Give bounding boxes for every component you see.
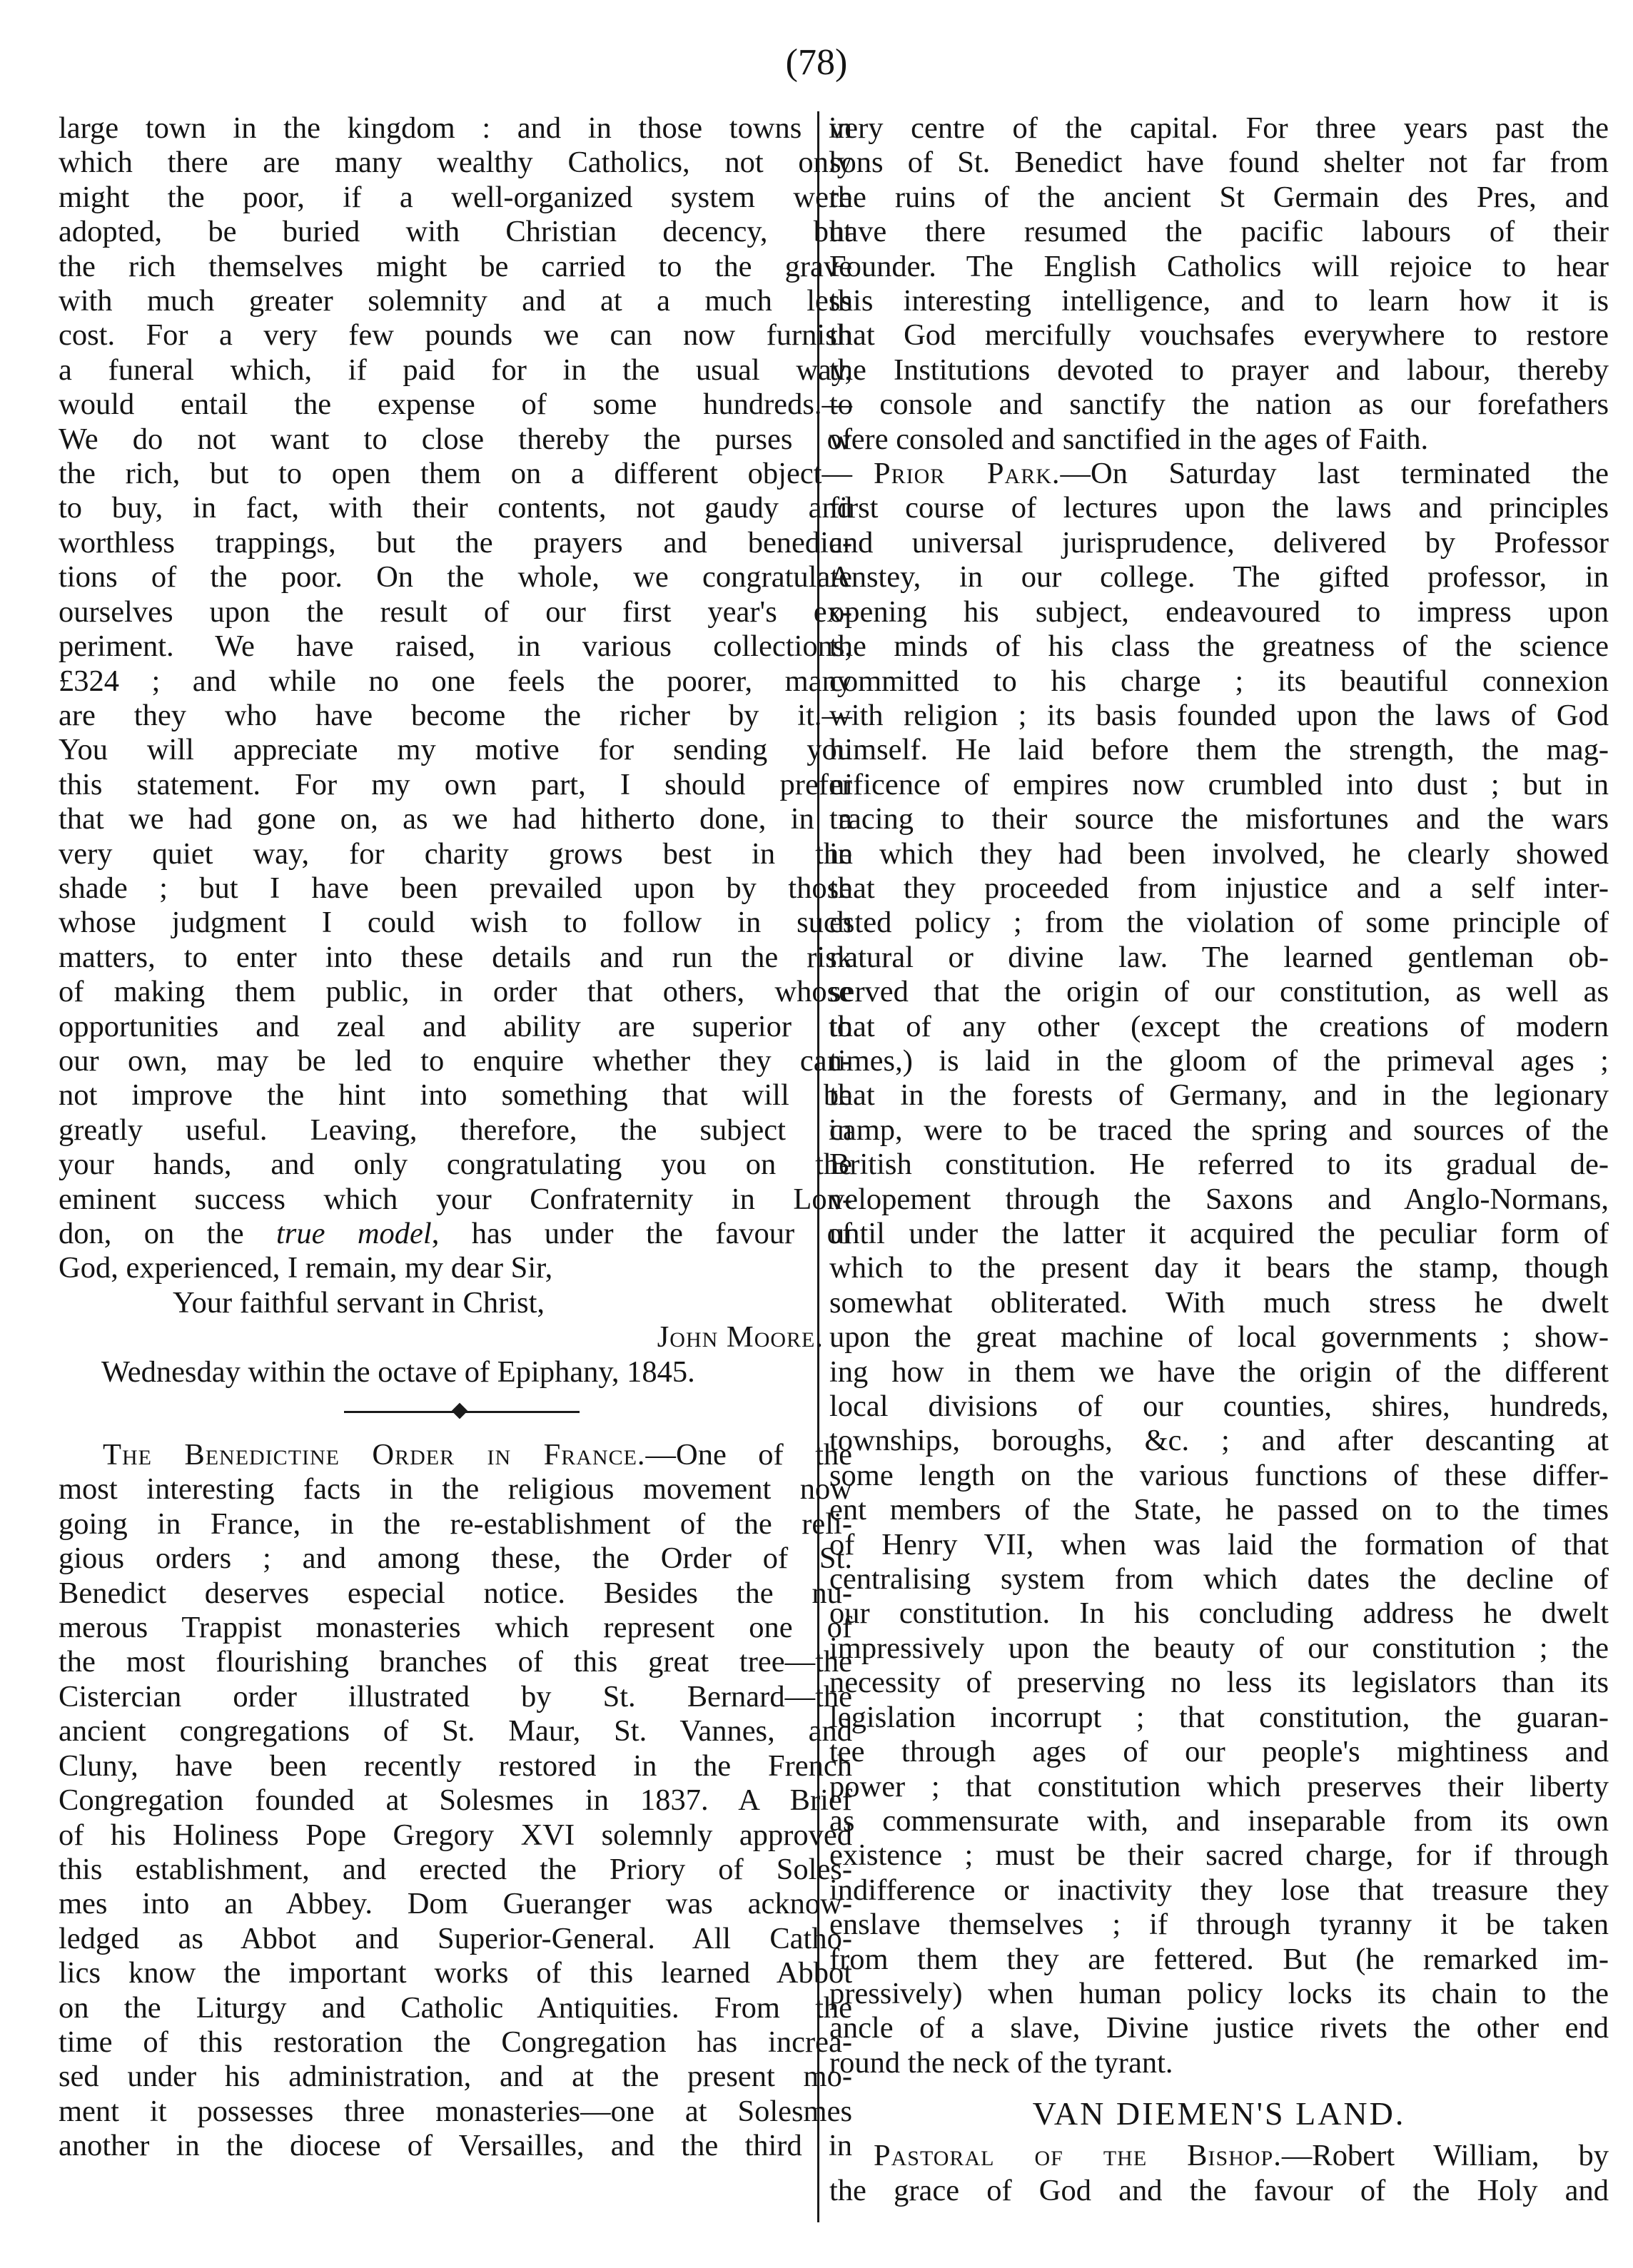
text-line: that they proceeded from injustice and a self inter- (829, 871, 1609, 905)
text-line: upon the great machine of local governments ; show- (829, 1320, 1609, 1355)
text-line: velopement through the Saxons and Anglo-Normans, (829, 1182, 1609, 1216)
text-line: opportunities and zeal and ability are superior to (59, 1009, 852, 1043)
text-fragment: —On Saturday last terminated the (1060, 457, 1609, 491)
benedictine-body (59, 1472, 852, 2163)
text-line: ancient congregations of St. Maur, St. Vannes, and (59, 1714, 852, 1748)
separator-diamond-icon (452, 1403, 468, 1419)
text-line: to buy, in fact, with their contents, not gaudy and (59, 491, 852, 525)
text-line: not improve the hint into something that will be (59, 1078, 852, 1113)
italic-phrase: true model (276, 1217, 432, 1250)
text-line: townships, boroughs, &c. ; and after descanting at (829, 1424, 1609, 1458)
text-line: with religion ; its basis founded upon the laws of God (829, 698, 1609, 732)
text-fragment: don, on the (59, 1217, 276, 1250)
benedictine-continued (829, 111, 1609, 457)
text-line: local divisions of our counties, shires, hundreds, (829, 1389, 1609, 1424)
text-line: matters, to enter into these details and run the risk (59, 940, 852, 974)
text-line: that in the forests of Germany, and in the legionary (829, 1078, 1609, 1113)
text-line: periment. We have raised, in various collections, (59, 629, 852, 664)
text-line: committed to his charge ; its beautiful connexion (829, 664, 1609, 698)
text-line: this establishment, and erected the Priory of Soles- (59, 1852, 852, 1886)
text-line: whose judgment I could wish to follow in such (59, 906, 852, 940)
text-line: the most flourishing branches of this great tree—the (59, 1645, 852, 1679)
text-line: eminent success which your Confraternity in Lon- (59, 1182, 852, 1216)
text-line: ment it possesses three monasteries—one at Solesmes (59, 2094, 852, 2128)
text-fragment: —Robert William, by (1281, 2139, 1609, 2173)
text-line: of his Holiness Pope Gregory XVI solemnly approved (59, 1818, 852, 1852)
article-heading-pastoral: Pastoral of the Bishop. (874, 2139, 1282, 2173)
text-line: are they who have become the richer by it.— (59, 698, 852, 732)
pastoral-body (829, 2174, 1609, 2208)
text-line: merous Trappist monasteries which represent one of (59, 1611, 852, 1645)
pastoral-first-line (829, 2139, 1609, 2173)
text-line: that we had gone on, as we had hitherto done, in a (59, 802, 852, 836)
text-line: our constitution. In his concluding address he dwelt (829, 1596, 1609, 1631)
text-line: gious orders ; and among these, the Order of St. (59, 1541, 852, 1576)
text-line: impressively upon the beauty of our constitution ; the (829, 1631, 1609, 1665)
text-line: We do not want to close thereby the purses of (59, 422, 852, 456)
text-line: with much greater solemnity and at a much less (59, 284, 852, 318)
text-line: greatly useful. Leaving, therefore, the subject in (59, 1113, 852, 1147)
text-line: tions of the poor. On the whole, we congratulate (59, 560, 852, 594)
benedictine-first-line (59, 1438, 852, 1472)
text-line: enslave themselves ; if through tyranny it be taken (829, 1908, 1609, 1942)
text-line: nificence of empires now crumbled into dust ; but in (829, 767, 1609, 801)
text-line: tee through ages of our people's mightiness and (829, 1735, 1609, 1769)
text-line: necessity of preserving no less its legislators than its (829, 1666, 1609, 1700)
text-line: a funeral which, if paid for in the usual way, (59, 353, 852, 387)
text-line: the rich, but to open them on a different object— (59, 457, 852, 491)
text-line: lics know the important works of this learned Abbot (59, 1956, 852, 1990)
text-line: ested policy ; from the violation of some principle of (829, 906, 1609, 940)
letter-line-true-model (59, 1217, 852, 1251)
text-line: and universal jurisprudence, delivered by Professor (829, 525, 1609, 560)
letter-body (59, 111, 852, 1217)
text-line: on the Liturgy and Catholic Antiquities. From the (59, 1990, 852, 2025)
text-line: in which they had been involved, he clearly showed (829, 836, 1609, 871)
text-line: himself. He laid before them the strength, the mag- (829, 733, 1609, 767)
text-line: some length on the various functions of these differ- (829, 1458, 1609, 1492)
text-line: our own, may be led to enquire whether they can- (59, 1043, 852, 1078)
text-line: going in France, in the re-establishment of the reli- (59, 1507, 852, 1541)
text-line: round the neck of the tyrant. (829, 2045, 1173, 2080)
article-heading-prior-park: Prior Park. (874, 457, 1061, 491)
text-line: indifference or inactivity they lose that treasure they (829, 1873, 1609, 1907)
text-line: worthless trappings, but the prayers and benedic- (59, 525, 852, 560)
text-fragment: —One of the (645, 1438, 852, 1472)
text-fragment: , has under the favour of (431, 1217, 853, 1250)
text-line: large town in the kingdom : and in those towns in (59, 111, 852, 145)
text-line: Founder. The English Catholics will rejoice to hear (829, 249, 1609, 283)
text-line: until under the latter it acquired the peculiar form of (829, 1217, 1609, 1250)
text-line: very quiet way, for charity grows best in the (59, 836, 852, 871)
text-line: from them they are fettered. But (he remarked im- (829, 1942, 1609, 1976)
text-line: adopted, be buried with Christian decency, but (59, 215, 852, 249)
left-column (59, 111, 852, 2164)
text-line: legislation incorrupt ; that constitution, the guaran- (829, 1700, 1609, 1734)
text-line: ent members of the State, he passed on to the times (829, 1493, 1609, 1527)
letter-signature: John Moore. (657, 1320, 824, 1355)
section-heading-van-diemens-land: VAN DIEMEN'S LAND. (1032, 2095, 1406, 2132)
text-line: cost. For a very few pounds we can now furnish (59, 318, 852, 353)
text-line: were consoled and sanctified in the ages of Faith. (829, 422, 1429, 456)
text-line: sons of St. Benedict have found shelter not far from (829, 146, 1609, 180)
text-line: this interesting intelligence, and to learn how it is (829, 284, 1609, 318)
text-line: another in the diocese of Versailles, and the third in (59, 2129, 852, 2163)
text-line: Cistercian order illustrated by St. Bernard—the (59, 1679, 852, 1713)
text-line: the minds of his class the greatness of the science (829, 629, 1609, 664)
page-number: (78) (785, 42, 848, 83)
text-line: existence ; must be their sacred charge, for if through (829, 1838, 1609, 1873)
text-line: power ; that constitution which preserves their liberty (829, 1769, 1609, 1803)
prior-park-body (829, 491, 1609, 2080)
text-line: served that the origin of our constitution, as well as (829, 975, 1609, 1009)
text-line: sed under his administration, and at the present mo- (59, 2060, 852, 2094)
right-column (829, 111, 1609, 2208)
text-line: of making them public, in order that others, whose (59, 975, 852, 1009)
text-line: British constitution. He referred to its gradual de- (829, 1148, 1609, 1182)
letter-closing: God, experienced, I remain, my dear Sir, (59, 1251, 553, 1285)
text-line: of Henry VII, when was laid the formation of that (829, 1527, 1609, 1561)
text-line: ing how in them we have the origin of the different (829, 1355, 1609, 1389)
text-line: Anstey, in our college. The gifted professor, in (829, 560, 1609, 594)
text-line: might the poor, if a well-organized system were (59, 180, 852, 214)
text-line: Cluny, have been recently restored in the French (59, 1748, 852, 1783)
text-line: centralising system from which dates the decline of (829, 1562, 1609, 1596)
text-line: You will appreciate my motive for sending you (59, 733, 852, 767)
text-line: that of any other (except the creations of modern (829, 1009, 1609, 1043)
text-line: pressively) when human policy locks its chain to the (829, 1976, 1609, 2010)
text-line: Benedict deserves especial notice. Besides the nu- (59, 1576, 852, 1610)
letter-salutation: Your faithful servant in Christ, (173, 1285, 545, 1320)
text-line: which there are many wealthy Catholics, not only (59, 146, 852, 180)
letter-dateline: Wednesday within the octave of Epiphany, 1845. (101, 1355, 695, 1389)
text-line: very centre of the capital. For three years past the (829, 111, 1609, 145)
text-line: camp, were to be traced the spring and sources of the (829, 1113, 1609, 1147)
text-line: most interesting facts in the religious movement now (59, 1472, 852, 1507)
text-line: this statement. For my own part, I should prefer (59, 767, 852, 801)
text-line: tracing to their source the misfortunes and the wars (829, 802, 1609, 836)
article-heading-benedictine: The Benedictine Order in France. (103, 1438, 646, 1472)
text-line: the rich themselves might be carried to the grave (59, 249, 852, 283)
text-line: ourselves upon the result of our first year's ex- (59, 594, 852, 629)
text-line: times,) is laid in the gloom of the primeval ages ; (829, 1043, 1609, 1078)
text-line: would entail the expense of some hundreds.— (59, 388, 852, 422)
text-line: natural or divine law. The learned gentleman ob- (829, 940, 1609, 974)
text-line: time of this restoration the Congregation has increa- (59, 2025, 852, 2059)
text-line: shade ; but I have been prevailed upon by those (59, 871, 852, 905)
text-line: somewhat obliterated. With much stress he dwelt (829, 1285, 1609, 1320)
text-line: ledged as Abbot and Superior-General. All Catho- (59, 1921, 852, 1955)
text-line: ancle of a slave, Divine justice rivets the other end (829, 2011, 1609, 2045)
text-line: as commensurate with, and inseparable from its own (829, 1803, 1609, 1838)
text-line: your hands, and only congratulating you on the (59, 1148, 852, 1182)
text-line: the ruins of the ancient St Germain des Pres, and (829, 180, 1609, 214)
text-line: mes into an Abbey. Dom Gueranger was acknow- (59, 1887, 852, 1921)
text-line: to console and sanctify the nation as our forefathers (829, 388, 1609, 422)
text-line: have there resumed the pacific labours of their (829, 215, 1609, 249)
text-line: first course of lectures upon the laws and principles (829, 491, 1609, 525)
section-separator (59, 1399, 852, 1424)
text-line: which to the present day it bears the stamp, though (829, 1251, 1609, 1285)
prior-park-first-line (829, 457, 1609, 491)
text-line: £324 ; and while no one feels the poorer, many (59, 664, 852, 698)
text-line: the grace of God and the favour of the Holy and (829, 2173, 1609, 2207)
text-line: the Institutions devoted to prayer and labour, thereby (829, 353, 1609, 387)
text-line: that God mercifully vouchsafes everywhere to restore (829, 318, 1609, 353)
text-line: opening his subject, endeavoured to impress upon (829, 594, 1609, 629)
text-line: Congregation founded at Solesmes in 1837. A Brief (59, 1783, 852, 1818)
